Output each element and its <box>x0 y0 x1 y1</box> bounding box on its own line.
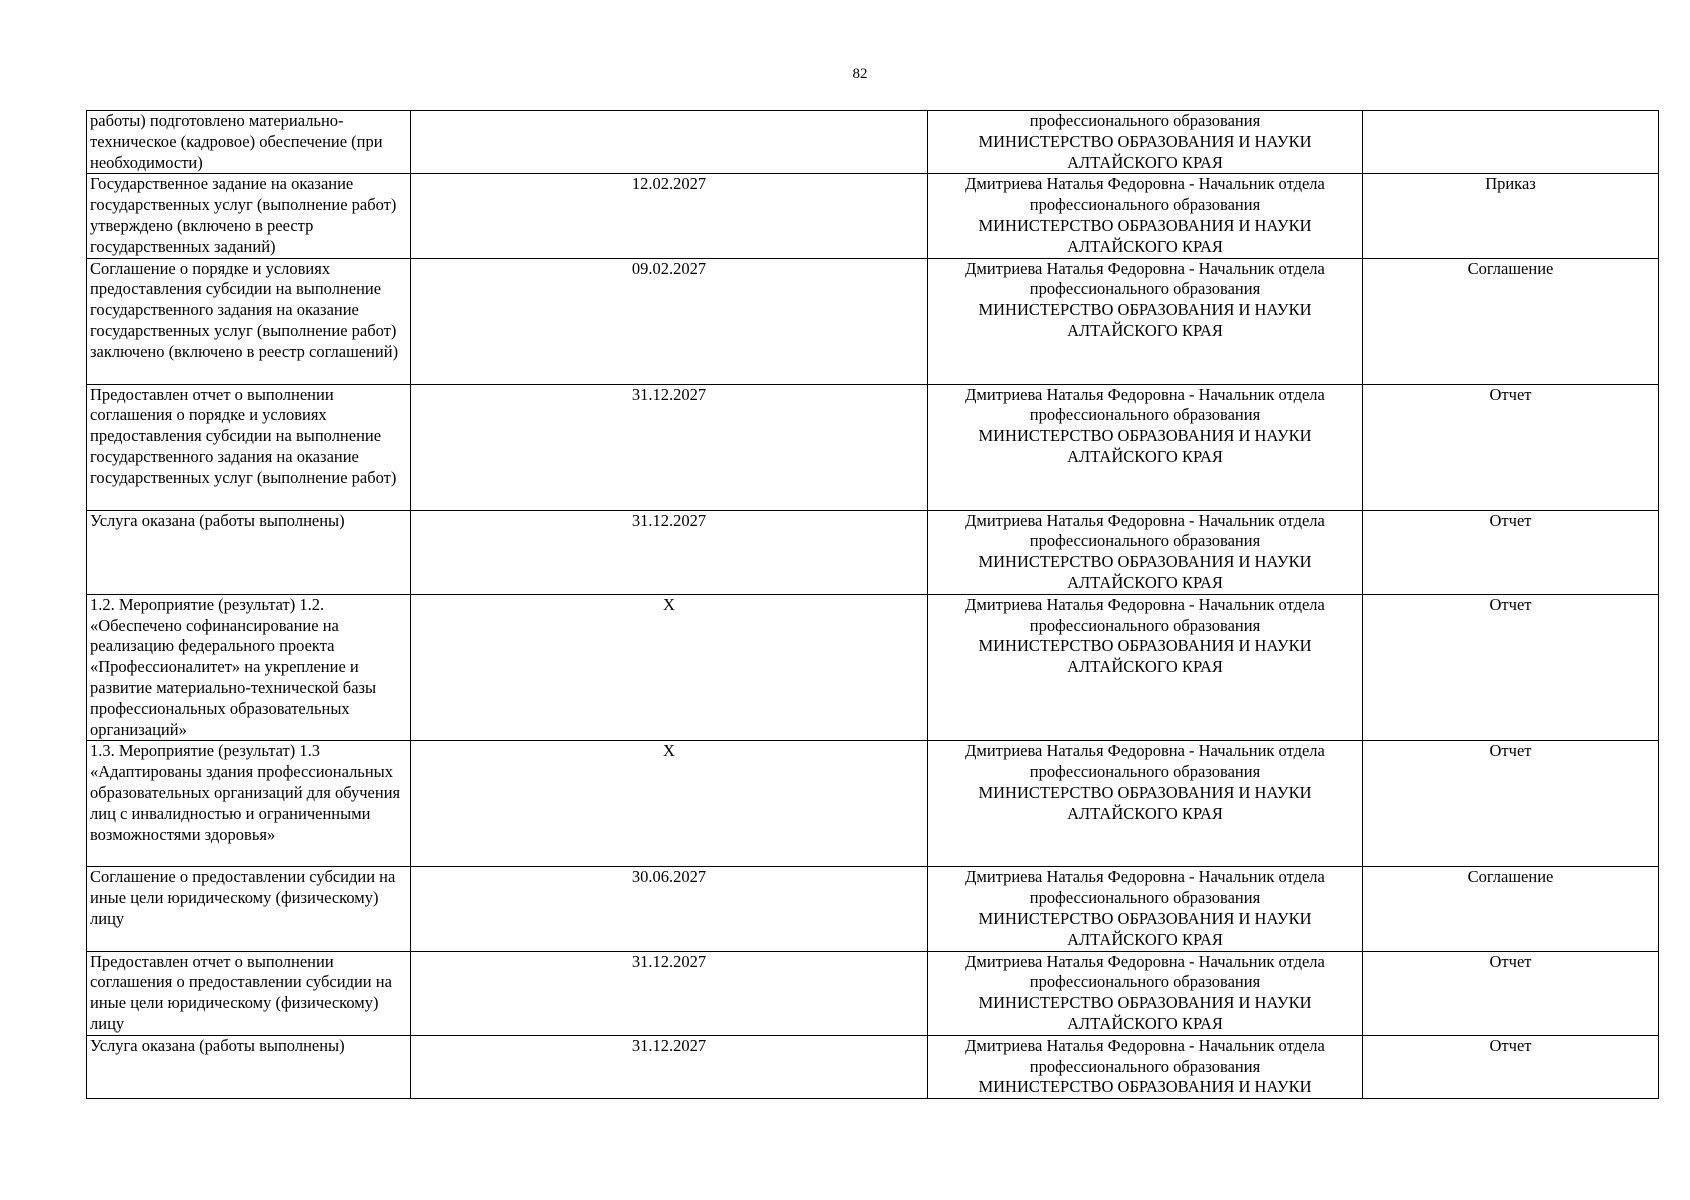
date-cell: X <box>411 741 928 867</box>
responsible-organization: МИНИСТЕРСТВО ОБРАЗОВАНИЯ И НАУКИ АЛТАЙСКОГО КРАЯ <box>978 782 1312 823</box>
responsible-cell <box>928 258 1363 384</box>
event-name-cell: Соглашение о предоставлении субсидии на иные цели юридическому (физическому) лицу <box>87 867 411 951</box>
table-row <box>87 510 1659 594</box>
date-cell: 30.06.2027 <box>411 867 928 951</box>
date-cell: 31.12.2027 <box>411 1035 928 1098</box>
date-cell: 12.02.2027 <box>411 174 928 258</box>
responsible-organization: МИНИСТЕРСТВО ОБРАЗОВАНИЯ И НАУКИ АЛТАЙСКОГО КРАЯ <box>978 908 1312 949</box>
event-name-cell: Государственное задание на оказание государственных услуг (выполнение работ) утверждено (включено в реестр государственных заданий) <box>87 174 411 258</box>
responsible-position: профессионального образования <box>1029 279 1261 299</box>
document-type-cell: Отчет <box>1363 1035 1659 1098</box>
responsible-cell <box>928 867 1363 951</box>
document-type-cell: Отчет <box>1363 951 1659 1035</box>
date-cell <box>411 111 928 174</box>
responsible-person: Дмитриева Наталья Федоровна - Начальник отдела <box>965 258 1325 278</box>
document-type-cell: Отчет <box>1363 594 1659 741</box>
responsible-person: Дмитриева Наталья Федоровна - Начальник отдела <box>965 951 1325 971</box>
responsible-person: Дмитриева Наталья Федоровна - Начальник отдела <box>965 867 1325 887</box>
table-row <box>87 111 1659 174</box>
responsible-cell <box>928 384 1363 510</box>
responsible-position: профессионального образования <box>1029 1056 1261 1076</box>
responsible-position: профессионального образования <box>1029 531 1261 551</box>
responsible-organization: МИНИСТЕРСТВО ОБРАЗОВАНИЯ И НАУКИ АЛТАЙСКОГО КРАЯ <box>978 993 1312 1033</box>
responsible-organization: МИНИСТЕРСТВО ОБРАЗОВАНИЯ И НАУКИ АЛТАЙСКОГО КРАЯ <box>978 636 1312 677</box>
table-row <box>87 594 1659 741</box>
document-type-cell: Соглашение <box>1363 867 1659 951</box>
document-type-cell: Соглашение <box>1363 258 1659 384</box>
responsible-position: профессионального образования <box>1029 762 1261 782</box>
event-name-cell: Услуга оказана (работы выполнены) <box>87 1035 411 1098</box>
responsible-person: Дмитриева Наталья Федоровна - Начальник отдела <box>965 384 1325 404</box>
date-cell: 31.12.2027 <box>411 384 928 510</box>
responsible-organization: МИНИСТЕРСТВО ОБРАЗОВАНИЯ И НАУКИ АЛТАЙСКОГО КРАЯ <box>978 552 1312 592</box>
responsible-organization: МИНИСТЕРСТВО ОБРАЗОВАНИЯ И НАУКИ АЛТАЙСКОГО КРАЯ <box>978 300 1312 340</box>
responsible-cell <box>928 594 1363 741</box>
event-name-cell: Предоставлен отчет о выполнении соглашения о предоставлении субсидии на иные цели юридическому (физическому) лицу <box>87 951 411 1035</box>
table-row <box>87 741 1659 867</box>
responsible-organization: МИНИСТЕРСТВО ОБРАЗОВАНИЯ И НАУКИ АЛТАЙСКОГО КРАЯ <box>978 426 1312 466</box>
document-type-cell: Отчет <box>1363 510 1659 594</box>
document-type-cell: Отчет <box>1363 384 1659 510</box>
document-type-cell: Отчет <box>1363 741 1659 867</box>
responsible-position: профессионального образования <box>1029 615 1261 635</box>
responsible-person: Дмитриева Наталья Федоровна - Начальник отдела <box>965 1035 1325 1055</box>
event-name-cell: 1.3. Мероприятие (результат) 1.3 «Адаптированы здания профессиональных образовательных организаций для обучения лиц с инвалидностью и ограниченными возможностями здоровья» <box>87 741 411 867</box>
responsible-person: Дмитриева Наталья Федоровна - Начальник отдела <box>965 594 1325 614</box>
event-name-cell: Соглашение о порядке и условиях предоставления субсидии на выполнение государственного задания на оказание государственных услуг (выполнение работ) заключено (включено в реестр соглашений) <box>87 258 411 384</box>
responsible-cell <box>928 174 1363 258</box>
responsible-cell <box>928 741 1363 867</box>
responsible-position: профессионального образования <box>1029 888 1261 908</box>
responsible-cell <box>928 111 1363 174</box>
responsible-organization: МИНИСТЕРСТВО ОБРАЗОВАНИЯ И НАУКИ АЛТАЙСКОГО КРАЯ <box>978 215 1312 256</box>
control-points-table <box>86 110 1659 1099</box>
date-cell: 09.02.2027 <box>411 258 928 384</box>
responsible-person: Дмитриева Наталья Федоровна - Начальник отдела <box>965 510 1325 530</box>
page-number: 82 <box>852 66 868 82</box>
responsible-person: Дмитриева Наталья Федоровна - Начальник отдела <box>965 741 1325 761</box>
responsible-position: профессионального образования <box>1029 195 1261 215</box>
table-row <box>87 258 1659 384</box>
date-cell: X <box>411 594 928 741</box>
responsible-cell <box>928 1035 1363 1098</box>
document-type-cell: Приказ <box>1363 174 1659 258</box>
responsible-cell <box>928 951 1363 1035</box>
date-cell: 31.12.2027 <box>411 510 928 594</box>
responsible-cell <box>928 510 1363 594</box>
responsible-organization: МИНИСТЕРСТВО ОБРАЗОВАНИЯ И НАУКИ АЛТАЙСКОГО КРАЯ <box>978 131 1312 172</box>
event-name-cell: Услуга оказана (работы выполнены) <box>87 510 411 594</box>
event-name-cell: работы) подготовлено материально-техническое (кадровое) обеспечение (при необходимости) <box>87 111 411 174</box>
responsible-position: профессионального образования <box>1029 111 1261 130</box>
responsible-organization: МИНИСТЕРСТВО ОБРАЗОВАНИЯ И НАУКИ <box>978 1077 1312 1097</box>
table-row <box>87 1035 1659 1098</box>
event-name-cell: 1.2. Мероприятие (результат) 1.2. «Обеспечено софинансирование на реализацию федерального проекта «Профессионалитет» на укрепление и развитие материально-технической базы профессиональных образовательных организаций» <box>87 594 411 741</box>
document-type-cell <box>1363 111 1659 174</box>
date-cell: 31.12.2027 <box>411 951 928 1035</box>
responsible-position: профессионального образования <box>1029 972 1261 992</box>
responsible-person: Дмитриева Наталья Федоровна - Начальник отдела <box>965 174 1325 194</box>
event-name-cell: Предоставлен отчет о выполнении соглашения о порядке и условиях предоставления субсидии на выполнение государственного задания на оказание государственных услуг (выполнение работ) <box>87 384 411 510</box>
table-row <box>87 174 1659 258</box>
responsible-position: профессионального образования <box>1029 405 1261 425</box>
table-row <box>87 951 1659 1035</box>
table-row <box>87 384 1659 510</box>
table-row <box>87 867 1659 951</box>
